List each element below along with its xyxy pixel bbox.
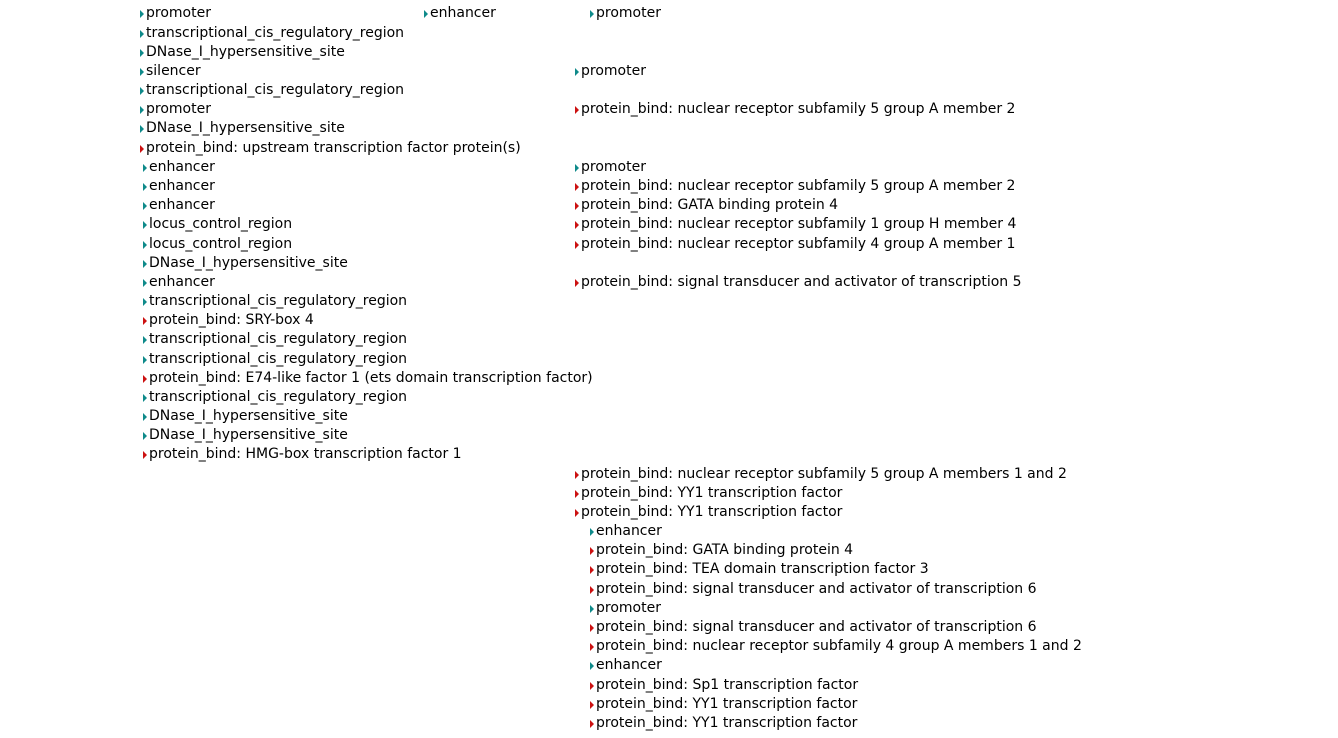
expand-arrow-icon[interactable] <box>590 605 594 613</box>
feature-label: protein_bind: YY1 transcription factor <box>581 504 843 520</box>
expand-arrow-icon[interactable] <box>590 547 594 555</box>
feature-label: enhancer <box>430 5 496 21</box>
feature-label: promoter <box>581 159 646 175</box>
regulatory-feature[interactable] <box>140 62 201 81</box>
feature-label: silencer <box>146 63 201 79</box>
feature-label: protein_bind: nuclear receptor subfamily 5 group A member 2 <box>581 178 1016 194</box>
expand-arrow-icon[interactable] <box>140 145 144 153</box>
protein-bind-feature[interactable] <box>575 196 838 215</box>
expand-arrow-icon[interactable] <box>143 260 147 268</box>
protein-bind-feature[interactable] <box>575 273 1022 292</box>
regulatory-feature[interactable] <box>143 273 215 292</box>
feature-label: protein_bind: GATA binding protein 4 <box>596 542 854 558</box>
expand-arrow-icon[interactable] <box>590 624 594 632</box>
expand-arrow-icon[interactable] <box>143 451 147 459</box>
regulatory-feature[interactable] <box>143 254 348 273</box>
feature-label: enhancer <box>149 274 215 290</box>
expand-arrow-icon[interactable] <box>143 356 147 364</box>
feature-label: locus_control_region <box>149 216 293 232</box>
regulatory-feature[interactable] <box>140 100 211 119</box>
regulatory-feature[interactable] <box>575 158 646 177</box>
feature-label: locus_control_region <box>149 236 293 252</box>
regulatory-feature[interactable] <box>140 81 404 100</box>
regulatory-feature[interactable] <box>143 292 407 311</box>
feature-label: transcriptional_cis_regulatory_region <box>149 389 408 405</box>
regulatory-feature[interactable] <box>143 350 407 369</box>
feature-label: DNase_I_hypersensitive_site <box>149 427 348 443</box>
expand-arrow-icon[interactable] <box>575 221 579 229</box>
protein-bind-feature[interactable] <box>143 311 314 330</box>
expand-arrow-icon[interactable] <box>140 68 144 76</box>
regulatory-feature[interactable] <box>143 388 407 407</box>
feature-label: promoter <box>596 600 661 616</box>
protein-bind-feature[interactable] <box>590 637 1082 656</box>
feature-label: enhancer <box>149 197 215 213</box>
feature-label: promoter <box>581 63 646 79</box>
expand-arrow-icon[interactable] <box>140 30 144 38</box>
feature-label: DNase_I_hypersensitive_site <box>146 120 345 136</box>
regulatory-feature[interactable] <box>575 62 646 81</box>
feature-label: protein_bind: nuclear receptor subfamily 5 group A members 1 and 2 <box>581 466 1067 482</box>
expand-arrow-icon[interactable] <box>575 106 579 114</box>
feature-label: transcriptional_cis_regulatory_region <box>149 293 408 309</box>
expand-arrow-icon[interactable] <box>143 164 147 172</box>
expand-arrow-icon[interactable] <box>143 298 147 306</box>
expand-arrow-icon[interactable] <box>575 279 579 287</box>
protein-bind-feature[interactable] <box>590 618 1037 637</box>
expand-arrow-icon[interactable] <box>143 336 147 344</box>
feature-label: protein_bind: signal transducer and activator of transcription 5 <box>581 274 1022 290</box>
feature-label: protein_bind: nuclear receptor subfamily 4 group A member 1 <box>581 236 1016 252</box>
feature-label: transcriptional_cis_regulatory_region <box>149 351 408 367</box>
expand-arrow-icon[interactable] <box>575 241 579 249</box>
expand-arrow-icon[interactable] <box>590 566 594 574</box>
regulatory-feature[interactable] <box>140 24 404 43</box>
expand-arrow-icon[interactable] <box>590 720 594 728</box>
protein-bind-feature[interactable] <box>143 369 593 388</box>
protein-bind-feature[interactable] <box>143 445 462 464</box>
expand-arrow-icon[interactable] <box>143 202 147 210</box>
protein-bind-feature[interactable] <box>140 139 521 158</box>
protein-bind-feature[interactable] <box>575 177 1015 196</box>
expand-arrow-icon[interactable] <box>143 317 147 325</box>
feature-label: DNase_I_hypersensitive_site <box>149 408 348 424</box>
feature-label: protein_bind: signal transducer and activator of transcription 6 <box>596 581 1037 597</box>
expand-arrow-icon[interactable] <box>590 528 594 536</box>
expand-arrow-icon[interactable] <box>140 49 144 57</box>
protein-bind-feature[interactable] <box>590 541 853 560</box>
feature-label: transcriptional_cis_regulatory_region <box>149 331 408 347</box>
feature-label: enhancer <box>596 657 662 673</box>
regulatory-feature[interactable] <box>143 177 215 196</box>
feature-label: protein_bind: GATA binding protein 4 <box>581 197 839 213</box>
expand-arrow-icon[interactable] <box>140 10 144 18</box>
regulatory-feature[interactable] <box>143 407 348 426</box>
feature-label: protein_bind: TEA domain transcription factor 3 <box>596 561 929 577</box>
expand-arrow-icon[interactable] <box>140 125 144 133</box>
regulatory-feature[interactable] <box>590 656 662 675</box>
expand-arrow-icon[interactable] <box>140 87 144 95</box>
protein-bind-feature[interactable] <box>575 215 1016 234</box>
protein-bind-feature[interactable] <box>575 465 1067 484</box>
expand-arrow-icon[interactable] <box>590 701 594 709</box>
protein-bind-feature[interactable] <box>575 484 842 503</box>
feature-label: promoter <box>146 101 211 117</box>
protein-bind-feature[interactable] <box>590 714 857 733</box>
protein-bind-feature[interactable] <box>575 503 842 522</box>
expand-arrow-icon[interactable] <box>143 394 147 402</box>
feature-label: protein_bind: nuclear receptor subfamily 5 group A member 2 <box>581 101 1016 117</box>
expand-arrow-icon[interactable] <box>575 164 579 172</box>
protein-bind-feature[interactable] <box>590 676 858 695</box>
protein-bind-feature[interactable] <box>575 235 1015 254</box>
regulatory-feature[interactable] <box>590 522 662 541</box>
expand-arrow-icon[interactable] <box>143 183 147 191</box>
feature-label: transcriptional_cis_regulatory_region <box>146 82 405 98</box>
expand-arrow-icon[interactable] <box>590 662 594 670</box>
regulatory-feature[interactable] <box>140 119 345 138</box>
regulatory-feature[interactable] <box>590 599 661 618</box>
regulatory-feature[interactable] <box>143 426 348 445</box>
expand-arrow-icon[interactable] <box>575 68 579 76</box>
protein-bind-feature[interactable] <box>590 560 929 579</box>
feature-label: protein_bind: YY1 transcription factor <box>596 715 858 731</box>
protein-bind-feature[interactable] <box>575 100 1015 119</box>
expand-arrow-icon[interactable] <box>143 279 147 287</box>
regulatory-feature[interactable] <box>140 4 211 23</box>
feature-label: enhancer <box>596 523 662 539</box>
expand-arrow-icon[interactable] <box>575 509 579 517</box>
feature-label: protein_bind: upstream transcription factor protein(s) <box>146 140 521 156</box>
expand-arrow-icon[interactable] <box>140 106 144 114</box>
feature-label: enhancer <box>149 178 215 194</box>
regulatory-feature[interactable] <box>143 215 292 234</box>
regulatory-feature[interactable] <box>424 4 496 23</box>
regulatory-feature[interactable] <box>143 235 292 254</box>
regulatory-feature[interactable] <box>140 43 345 62</box>
expand-arrow-icon[interactable] <box>590 10 594 18</box>
expand-arrow-icon[interactable] <box>575 490 579 498</box>
feature-label: promoter <box>596 5 661 21</box>
regulatory-feature[interactable] <box>143 158 215 177</box>
feature-label: protein_bind: Sp1 transcription factor <box>596 677 859 693</box>
feature-label: protein_bind: E74-like factor 1 (ets domain transcription factor) <box>149 370 593 386</box>
feature-label: enhancer <box>149 159 215 175</box>
expand-arrow-icon[interactable] <box>424 10 428 18</box>
expand-arrow-icon[interactable] <box>575 471 579 479</box>
feature-label: protein_bind: YY1 transcription factor <box>596 696 858 712</box>
feature-label: promoter <box>146 5 211 21</box>
feature-label: DNase_I_hypersensitive_site <box>146 44 345 60</box>
regulatory-feature[interactable] <box>590 4 661 23</box>
feature-label: DNase_I_hypersensitive_site <box>149 255 348 271</box>
regulatory-feature[interactable] <box>143 330 407 349</box>
expand-arrow-icon[interactable] <box>575 202 579 210</box>
feature-label: transcriptional_cis_regulatory_region <box>146 25 405 41</box>
protein-bind-feature[interactable] <box>590 695 857 714</box>
expand-arrow-icon[interactable] <box>143 221 147 229</box>
feature-label: protein_bind: SRY-box 4 <box>149 312 314 328</box>
expand-arrow-icon[interactable] <box>143 413 147 421</box>
feature-label: protein_bind: nuclear receptor subfamily 1 group H member 4 <box>581 216 1017 232</box>
feature-label: protein_bind: HMG-box transcription factor 1 <box>149 446 462 462</box>
feature-label: protein_bind: signal transducer and activator of transcription 6 <box>596 619 1037 635</box>
regulatory-feature[interactable] <box>143 196 215 215</box>
feature-label: protein_bind: nuclear receptor subfamily 4 group A members 1 and 2 <box>596 638 1082 654</box>
feature-label: protein_bind: YY1 transcription factor <box>581 485 843 501</box>
protein-bind-feature[interactable] <box>590 580 1037 599</box>
expand-arrow-icon[interactable] <box>143 375 147 383</box>
expand-arrow-icon[interactable] <box>590 682 594 690</box>
expand-arrow-icon[interactable] <box>590 586 594 594</box>
expand-arrow-icon[interactable] <box>590 643 594 651</box>
expand-arrow-icon[interactable] <box>575 183 579 191</box>
expand-arrow-icon[interactable] <box>143 241 147 249</box>
expand-arrow-icon[interactable] <box>143 432 147 440</box>
